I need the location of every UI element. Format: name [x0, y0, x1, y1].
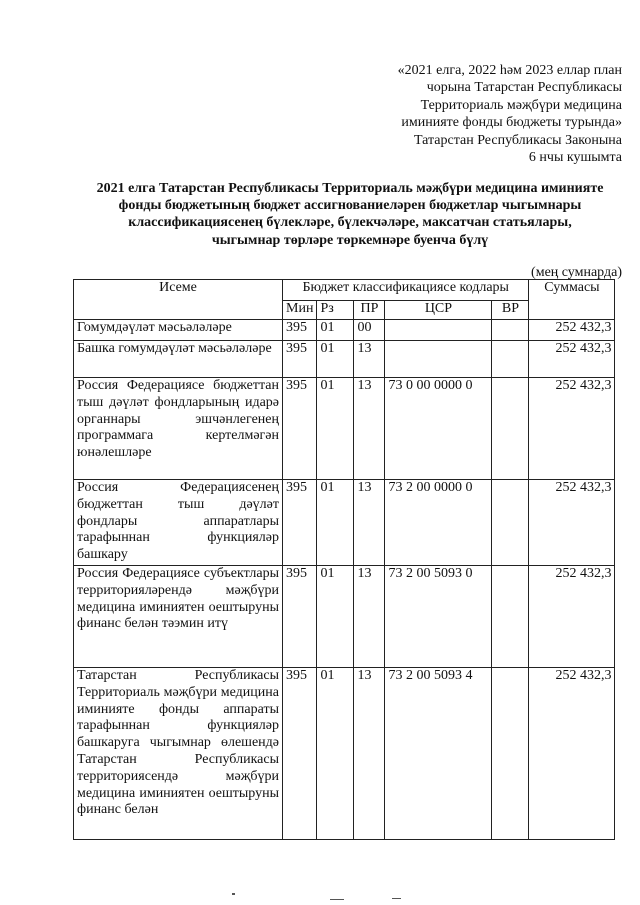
document-title: [60, 180, 640, 249]
approval-line: Территориаль мәҗбүри медицина: [420, 97, 622, 113]
header-row: [74, 280, 615, 301]
row-csr: [385, 320, 492, 341]
row-min: 395: [283, 320, 317, 341]
row-vr: [492, 668, 529, 840]
row-vr: [492, 378, 529, 480]
row-pr: 00: [354, 320, 385, 341]
title-line: классификациясенең бүлекләре, бүлекчәләре, максатчан статьялары,: [128, 215, 572, 231]
row-pr: 13: [354, 341, 385, 378]
table-row: [74, 341, 615, 378]
header-min: Мин: [283, 301, 317, 320]
title-line: 2021 елга Татарстан Республикасы Территориаль мәҗбүри медицина иминияте: [96, 181, 604, 196]
header-codes: Бюджет классификациясе кодлары: [283, 280, 529, 301]
row-rz: 01: [317, 341, 354, 378]
header-amount: Суммасы: [529, 280, 615, 320]
header-pr: ПР: [354, 301, 385, 320]
table-row: [74, 480, 615, 566]
row-name: Россия Федерациясе бюджеттан тыш дәүләт фондларының идарә органнары эшчәнлегенең программага кертелмәгән юнәлешләре: [74, 378, 283, 480]
row-name: Гомумдәүләт мәсьәләләре: [74, 320, 283, 341]
row-rz: 01: [317, 668, 354, 840]
scan-artifact: [330, 899, 344, 900]
table-row: [74, 320, 615, 341]
row-amount: 252 432,3: [529, 341, 615, 378]
header-rz: Рз: [317, 301, 354, 320]
row-name: Россия Федерациясе субъектлары территорияләрендә мәҗбүри медицина иминиятен оештыруны финанс белән тәэмин итү: [74, 566, 283, 668]
row-csr: 73 2 00 0000 0: [385, 480, 492, 566]
row-vr: [492, 566, 529, 668]
row-rz: 01: [317, 480, 354, 566]
table-row: [74, 378, 615, 480]
row-vr: [492, 320, 529, 341]
row-csr: 73 2 00 5093 0: [385, 566, 492, 668]
row-rz: 01: [317, 378, 354, 480]
row-min: 395: [283, 341, 317, 378]
row-csr: [385, 341, 492, 378]
table-row: [74, 668, 615, 840]
row-vr: [492, 480, 529, 566]
row-pr: 13: [354, 378, 385, 480]
row-pr: 13: [354, 668, 385, 840]
row-min: 395: [283, 378, 317, 480]
row-amount: 252 432,3: [529, 566, 615, 668]
row-amount: 252 432,3: [529, 480, 615, 566]
table-row: [74, 566, 615, 668]
scan-artifact: [392, 898, 401, 899]
row-vr: [492, 341, 529, 378]
row-csr: 73 2 00 5093 4: [385, 668, 492, 840]
budget-table: [73, 279, 615, 840]
row-pr: 13: [354, 480, 385, 566]
header-csr: ЦСР: [385, 301, 492, 320]
row-csr: 73 0 00 0000 0: [385, 378, 492, 480]
row-rz: 01: [317, 320, 354, 341]
header-name: Исеме: [74, 280, 283, 320]
approval-line: 6 нчы кушымта: [528, 150, 622, 166]
row-min: 395: [283, 480, 317, 566]
row-min: 395: [283, 668, 317, 840]
row-amount: 252 432,3: [529, 378, 615, 480]
header-vr: ВР: [492, 301, 529, 320]
approval-line: «2021 елга, 2022 һәм 2023 еллар план: [397, 63, 622, 78]
unit-label: (мең сумнарда): [531, 265, 622, 280]
row-name: Россия Федерациясенең бюджеттан тыш дәүләт фондлары аппаратлары тарафыннан функцияләр башкару: [74, 480, 283, 566]
approval-line: чорына Татарстан Республикасы: [426, 80, 622, 96]
row-pr: 13: [354, 566, 385, 668]
scan-artifact: [232, 893, 235, 895]
approval-line: иминияте фонды бюджеты турында»: [401, 115, 622, 131]
approval-line: Татарстан Республикасы Законына: [413, 132, 622, 148]
row-name: Татарстан Республикасы Территориаль мәҗбүри медицина иминияте фонды аппараты тарафыннан функцияләр башкаруга чыгымнар өлешендә Татарстан Республикасы территориясендә мәҗбүри медицина иминиятен оештыруны финанс белән: [74, 668, 283, 840]
row-name: Башка гомумдәүләт мәсьәләләре: [74, 341, 283, 378]
row-rz: 01: [317, 566, 354, 668]
title-line: фонды бюджетының бюджет ассигнованиеләрен бюджетлар чыгымнары: [118, 198, 582, 214]
row-amount: 252 432,3: [529, 320, 615, 341]
row-amount: 252 432,3: [529, 668, 615, 840]
title-line: чыгымнар төрләре төркемнәре буенча бүлү: [211, 232, 489, 248]
row-min: 395: [283, 566, 317, 668]
approval-block: [398, 62, 622, 166]
